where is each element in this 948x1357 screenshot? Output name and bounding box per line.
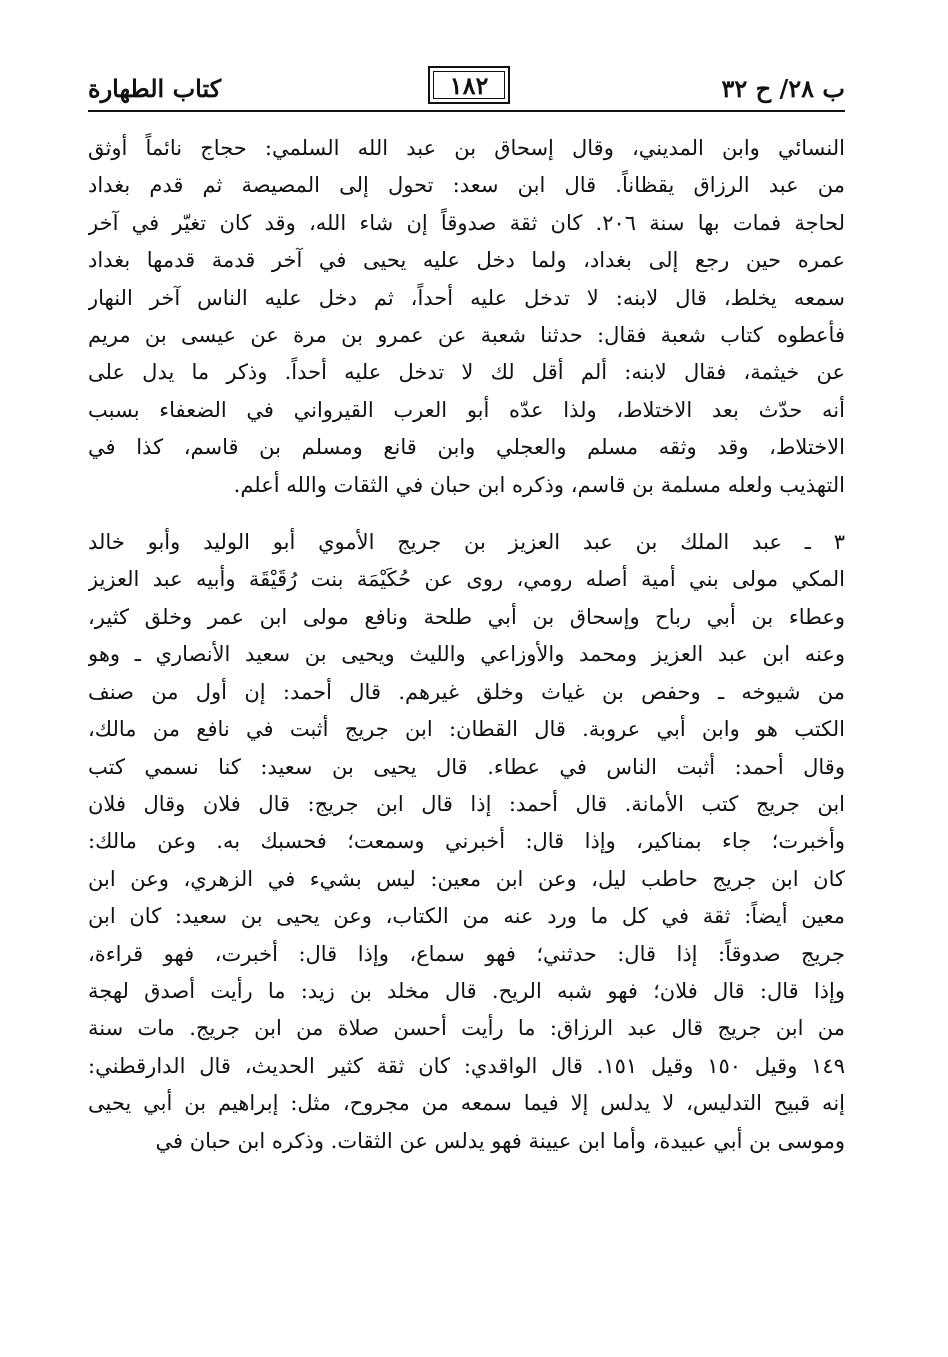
paragraph-2 [88,524,845,1160]
text-line: جريج صدوقاً: إذا قال: حدثني؛ فهو سماع، وإذا قال: أخبرت، فهو قراءة، [88,941,845,966]
text-line: من شيوخه ـ وحفص بن غياث وخلق غيرهم. قال أحمد: إن أول من صنف [88,679,845,704]
text-line: التهذيب ولعله مسلمة بن قاسم، وذكره ابن حبان في الثقات والله أعلم. [233,472,845,497]
text-line: عمره حين رجع إلى بغداد، ولما دخل عليه يحيى في آخر قدمة قدمها بغداد [88,248,845,273]
text-line: من ابن جريج قال عبد الرزاق: ما رأيت أحسن صلاة من ابن جريج. مات سنة [88,1016,845,1041]
page-number-frame [428,66,510,104]
text-line: عن خيثمة، فقال لابنه: ألم أقل لك لا تدخل عليه أحداً. وذكر ما يدل على [88,360,845,385]
text-line: ابن جريج كتب الأمانة. قال أحمد: إذا قال ابن جريج: قال فلان وقال فلان [88,791,845,816]
text-line: فأعطوه كتاب شعبة فقال: حدثنا شعبة عن عمرو بن مرة عن عيسى بن مريم [88,323,845,348]
text-line: ٣ ـ عبد الملك بن عبد العزيز بن جريج الأموي أبو الوليد وأبو خالد [88,530,845,555]
text-line: الاختلاط، وقد وثقه مسلم والعجلي وابن قانع ومسلم بن قاسم، كذا في [88,435,845,460]
text-line: وعنه ابن عبد العزيز ومحمد والأوزاعي والليث ويحيى بن سعيد الأنصاري ـ وهو [88,642,845,667]
text-line: النسائي وابن المديني، وقال إسحاق بن عبد الله السلمي: حجاج نائماً أوثق [88,136,845,160]
page-header [88,66,845,110]
text-line: أنه حدّث بعد الاختلاط، ولذا عدّه أبو العرب القيرواني في الضعفاء بسبب [88,397,845,422]
text-line: وقال أحمد: أثبت الناس في عطاء. قال يحيى بن سعيد: كنا نسمي كتب [88,754,845,779]
paragraph-1 [88,130,845,504]
section-reference: ب ٢٨/ ح ٣٢ [721,74,845,103]
text-line: من عبد الرزاق يقظاناً. قال ابن سعد: تحول إلى المصيصة ثم قدم بغداد [88,173,845,198]
text-line: كان ابن جريج حاطب ليل، وعن ابن معين: ليس بشيء في الزهري، وعن ابن [88,866,845,891]
text-line: المكي مولى بني أمية أصله رومي، روى عن حُكَيْمَة بنت رُقَيْقَة وأبيه عبد العزيز [88,567,845,592]
page-number: ١٨٢ [449,70,489,100]
text-line: إنه قبيح التدليس، لا يدلس إلا فيما سمعه من مجروح، مثل: إبراهيم بن أبي يحيى [88,1091,845,1116]
header-divider [88,110,845,112]
paragraph-gap [88,504,845,524]
text-line: لحاجة فمات بها سنة ٢٠٦. كان ثقة صدوقاً إن شاء الله، وقد كان تغيّر في آخر [88,210,845,235]
text-line: وإذا قال: قال فلان؛ فهو شبه الريح. قال مخلد بن زيد: ما رأيت أصدق لهجة [88,978,845,1003]
text-line: وعطاء بن أبي رباح وإسحاق بن أبي طلحة ونافع مولى ابن عمر وخلق كثير، [88,604,845,629]
text-line: ١٤٩ وقيل ١٥٠ وقيل ١٥١. قال الواقدي: كان ثقة كثير الحديث، قال الدارقطني: [88,1053,845,1078]
body-text [88,130,845,1160]
text-line: سمعه يخلط، قال لابنه: لا تدخل عليه أحداً، ثم دخل عليه الناس آخر النهار [88,285,845,310]
text-line: الكتب هو وابن أبي عروبة. قال القطان: ابن جريج أثبت في نافع من مالك، [88,717,845,742]
text-line: وأخبرت؛ جاء بمناكير، وإذا قال: أخبرني وسمعت؛ فحسبك به. وعن مالك: [88,829,845,854]
text-line: معين أيضاً: ثقة في كل ما ورد عنه من الكتاب، وعن يحيى بن سعيد: كان ابن [88,904,845,929]
book-title: كتاب الطهارة [88,74,222,103]
text-line: وموسى بن أبي عبيدة، وأما ابن عيينة فهو يدلس عن الثقات. وذكره ابن حبان في [155,1128,845,1153]
